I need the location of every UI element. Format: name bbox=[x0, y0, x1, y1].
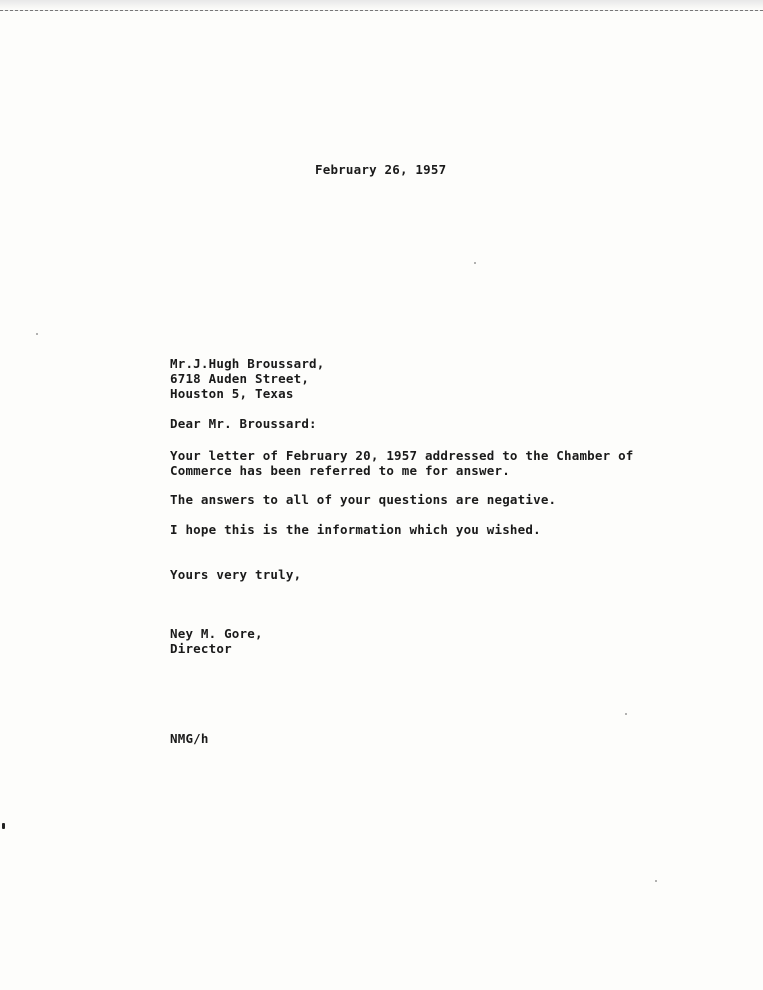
body-paragraph-3: I hope this is the information which you wished. bbox=[170, 522, 541, 537]
scan-speck bbox=[625, 713, 627, 715]
scan-speck bbox=[474, 262, 476, 264]
salutation: Dear Mr. Broussard: bbox=[170, 416, 317, 431]
recipient-city: Houston 5, Texas bbox=[170, 386, 294, 401]
recipient-address bbox=[170, 356, 325, 401]
letter-date: February 26, 1957 bbox=[315, 162, 447, 177]
closing: Yours very truly, bbox=[170, 567, 302, 582]
signature-block bbox=[170, 626, 263, 656]
recipient-name: Mr.J.Hugh Broussard, bbox=[170, 356, 325, 371]
paragraph-1-line-2: Commerce has been referred to me for answer. bbox=[170, 463, 510, 478]
paragraph-1-line-1: Your letter of February 20, 1957 addressed to the Chamber of bbox=[170, 448, 634, 463]
scan-speck bbox=[2, 823, 5, 829]
reference-initials: NMG/h bbox=[170, 731, 209, 746]
scan-speck bbox=[655, 880, 657, 882]
page-top-edge bbox=[0, 0, 763, 11]
signer-title: Director bbox=[170, 641, 232, 656]
body-paragraph-2: The answers to all of your questions are negative. bbox=[170, 492, 557, 507]
body-paragraph-1 bbox=[170, 448, 634, 478]
scan-speck bbox=[36, 333, 38, 335]
signer-name: Ney M. Gore, bbox=[170, 626, 263, 641]
recipient-street: 6718 Auden Street, bbox=[170, 371, 310, 386]
